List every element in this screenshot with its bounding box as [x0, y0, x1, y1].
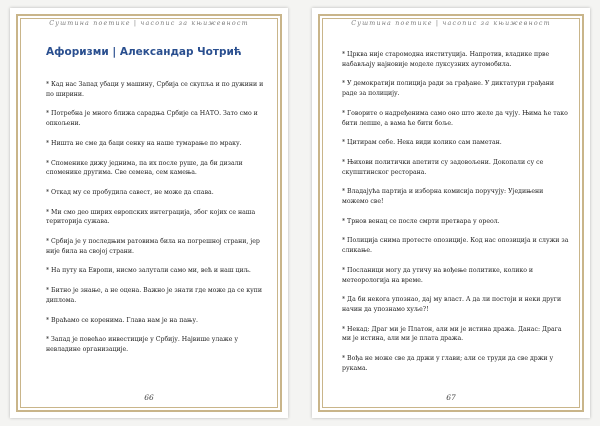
aphorism: * Кад нас Запад убаци у машину, Србија се скупља и по дужини и по ширини. [46, 81, 264, 98]
aphorism: * На путу ка Европи, нисмо залутали само ми, већ и наш циљ. [46, 267, 251, 275]
aphorism: * Да би некога упознао, дај му власт. А да ли постоји и неки други начин да упознамо хуље?! [342, 296, 562, 313]
aphorism: * У демократији полиција ради за грађане. У диктатури грађани раде за полицију. [342, 80, 555, 98]
left-page [10, 8, 288, 418]
running-head: Суштина поетике | часопис за књижевност [351, 20, 551, 27]
aphorism: * Ми смо део ширих европских интеграција, због којих се наша територија сужава. [46, 208, 256, 226]
aphorism: * Говорите о надређенима само оно што желе да чују. Њима ће тако бити лепше, а вама ће бити боље. [342, 109, 568, 127]
aphorism: * Посланици могу да утичу на вођење политике, колико и метеорологија на време. [342, 266, 534, 284]
aphorism: * Трнов венац се после смрти претвара у ореол. [342, 217, 500, 225]
aphorism: * Запад је повећао инвестиције у Србију. Највише улаже у невладине организације. [46, 336, 239, 353]
aphorism-list [342, 50, 570, 383]
right-page [312, 8, 590, 418]
aphorism: * Полиција снима протесте опозиције. Код нас опозиција и служи за сликање. [342, 237, 569, 255]
aphorism: * Некад: Драг ми је Платон, али ми је истина дража. Данас: Драга ми је истина, али ми је плата дража. [342, 325, 562, 343]
aphorism: * Њихови политички апетити су задовољени. Докопали су се скупштинског ресторана. [342, 158, 544, 176]
running-head: Суштина поетике | часопис за књижевност [49, 20, 249, 27]
page-number: 67 [446, 393, 456, 402]
aphorism: * Битно је знање, а не оцена. Важно је знати где може да се купи диплома. [46, 287, 262, 304]
article-title: Афоризми | Александар Чотрић [46, 46, 242, 58]
page-number: 66 [144, 393, 154, 402]
aphorism: * Враћамо се коренима. Глава нам је на пању. [46, 316, 198, 324]
aphorism: * Ништа не сме да баци сенку на наше тумарање по мраку. [46, 139, 242, 147]
aphorism: * Владајућа партија и изборна комисија поручују: Уједињени можемо све! [342, 188, 544, 206]
aphorism: * Потребна је много ближа сарадња Србије са НАТО. Зато смо и опкољени. [46, 110, 258, 128]
aphorism: * Откад му се пробудила савест, не може да спава. [46, 188, 214, 196]
aphorism: * Црква није старомодна институција. Напротив, владике прве набављају најновије моделе луксузних аутомобила. [342, 51, 550, 68]
aphorism: * Србија је у последњим ратовима била на погрешној страни, јер није била на својој страни. [46, 238, 260, 255]
aphorism-list [46, 80, 266, 365]
aphorism: * Споменике дижу једнима, па их после руше, да би дизали споменике другима. Све семена, сем камења. [46, 159, 243, 177]
aphorism: * Вођа не може све да држи у глави; али се труди да све држи у рукама. [342, 355, 554, 372]
aphorism: * Цитирам себе. Нека види колико сам паметан. [342, 139, 502, 147]
